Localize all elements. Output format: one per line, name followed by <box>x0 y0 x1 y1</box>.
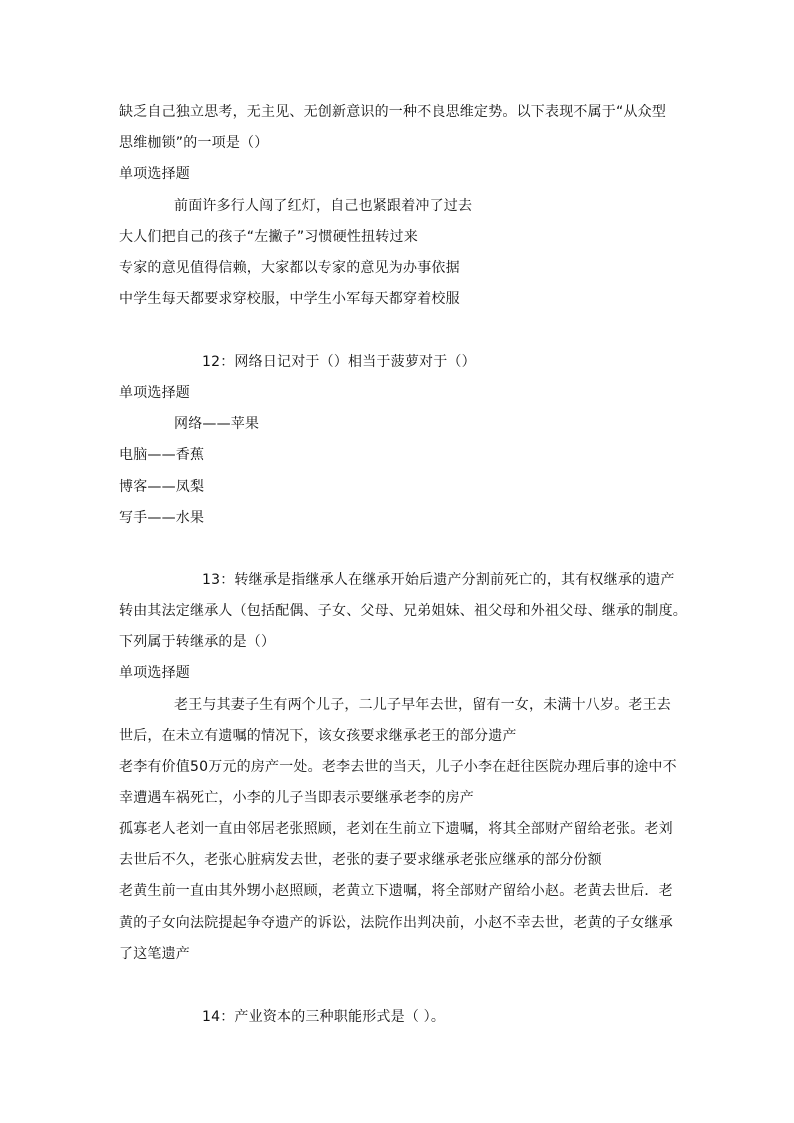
q12-stem: 12：网络日记对于（）相当于菠萝对于（） <box>202 354 476 370</box>
q13-option-c-line1: 孤寡老人老刘一直由邻居老张照顾，老刘在生前立下遗嘱，将其全部财产留给老张。老刘 <box>119 821 673 837</box>
q14-stem: 14：产业资本的三种职能形式是（ ）。 <box>202 1009 446 1025</box>
q11-option-d: 中学生每天都要求穿校服，中学生小军每天都穿着校服 <box>119 291 460 307</box>
q13-option-b-line2: 幸遭遇车祸死亡，小李的儿子当即表示要继承老李的房产 <box>119 790 474 806</box>
q11-stem-line2: 思维枷锁”的一项是（） <box>119 135 269 151</box>
q12-option-a: 网络——苹果 <box>174 416 260 432</box>
q11-option-a: 前面许多行人闯了红灯，自己也紧跟着冲了过去 <box>174 198 473 214</box>
q13-stem-line2: 转由其法定继承人（包括配偶、子女、父母、兄弟姐妹、祖父母和外祖父母、继承的制度。 <box>119 603 687 619</box>
q12-option-d: 写手——水果 <box>119 510 205 526</box>
q13-option-a-line2: 世后，在未立有遗嘱的情况下，该女孩要求继承老王的部分遗产 <box>119 728 517 744</box>
q11-option-c: 专家的意见值得信赖，大家都以专家的意见为办事依据 <box>119 260 460 276</box>
q11-type: 单项选择题 <box>119 166 190 182</box>
q13-option-b-line1: 老李有价值50万元的房产一处。老李去世的当天，儿子小李在赶往医院办理后事的途中不 <box>119 759 677 775</box>
q13-option-a-line1: 老王与其妻子生有两个儿子，二儿子早年去世，留有一女，未满十八岁。老王去 <box>174 697 671 713</box>
q13-option-d-line2: 黄的子女向法院提起争夺遗产的诉讼，法院作出判决前，小赵不幸去世，老黄的子女继承 <box>119 915 673 931</box>
q12-option-b: 电脑——香蕉 <box>119 447 205 463</box>
q13-stem-line1: 13：转继承是指继承人在继承开始后遗产分割前死亡的，其有权继承的遗产 <box>202 572 675 588</box>
q12-type: 单项选择题 <box>119 385 190 401</box>
q11-option-b: 大人们把自己的孩子“左撇子”习惯硬性扭转过来 <box>119 229 418 245</box>
q13-option-d-line1: 老黄生前一直由其外甥小赵照顾，老黄立下遗嘱，将全部财产留给小赵。老黄去世后．老 <box>119 883 673 899</box>
q12-option-c: 博客——凤梨 <box>119 479 205 495</box>
q11-stem-line1: 缺乏自己独立思考，无主见、无创新意识的一种不良思维定势。以下表现不属于“从众型 <box>119 104 667 120</box>
q13-option-d-line3: 了这笔遗产 <box>119 946 190 962</box>
q13-stem-line3: 下列属于转继承的是（） <box>119 634 276 650</box>
q13-option-c-line2: 去世后不久，老张心脏病发去世，老张的妻子要求继承老张应继承的部分份额 <box>119 852 602 868</box>
q13-type: 单项选择题 <box>119 665 190 681</box>
